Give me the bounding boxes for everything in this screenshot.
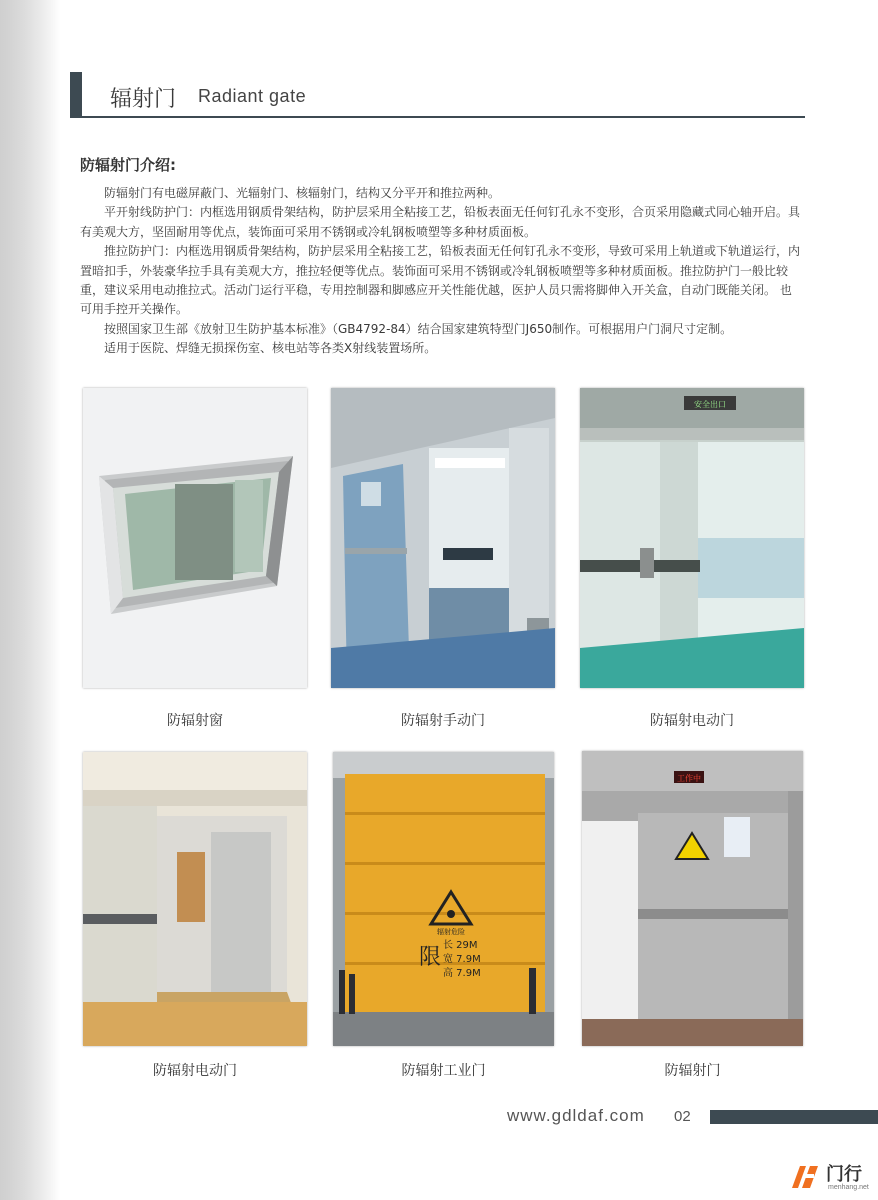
header-rule <box>70 116 805 118</box>
header-title-cn: 辐射门 <box>110 87 177 112</box>
caption-radiation-door: 防辐射门 <box>664 1063 721 1079</box>
footer-accent-bar <box>710 1110 878 1124</box>
intro-text <box>80 184 800 359</box>
industrial-dim-width: 宽 7.9M <box>443 954 481 965</box>
working-sign-text: 工作中 <box>677 774 701 783</box>
footer-url: www.gdldaf.com <box>507 1106 645 1125</box>
intro-paragraph: 防辐射门有电磁屏蔽门、光辐射门、核辐射门，结构又分平开和推拉两种。 <box>104 186 501 200</box>
watermark-name-cn: 门行 <box>826 1164 862 1185</box>
page-header <box>70 72 805 118</box>
industrial-limit-char: 限 <box>419 945 442 970</box>
watermark-name-en: menhang.net <box>828 1184 869 1191</box>
industrial-dim-length: 长 29M <box>443 940 478 951</box>
header-title-en: Radiant gate <box>198 86 307 106</box>
caption-radiation-window: 防辐射窗 <box>167 713 223 729</box>
page-number: 02 <box>674 1108 691 1125</box>
caption-electric-door-2: 防辐射电动门 <box>153 1063 237 1079</box>
photo-industrial-door <box>333 752 554 1046</box>
photo-radiation-door <box>582 751 803 1046</box>
industrial-sign-top: 辐射危险 <box>437 928 465 936</box>
caption-electric-door-1: 防辐射电动门 <box>650 713 734 729</box>
page-spine-shadow <box>0 0 60 1200</box>
photo-electric-door-1 <box>580 388 804 688</box>
section-heading: 防辐射门介绍: <box>80 156 176 174</box>
caption-industrial-door: 防辐射工业门 <box>401 1063 486 1079</box>
intro-paragraph: 平开射线防护门：内框选用钢质骨架结构，防护层采用全粘接工艺，铅板表面无任何钉孔永不变形，合页采用隐藏式同心轴开启。具有美观大方，坚固耐用等优点，装饰面可采用不锈钢或冷轧钢板喷塑等多种材质面板。 <box>80 205 801 239</box>
intro-paragraph: 适用于医院、焊缝无损探伤室、核电站等各类X射线装置场所。 <box>104 341 437 356</box>
intro-paragraph: 推拉防护门：内框选用钢质骨架结构，防护层采用全粘接工艺，铅板表面无任何钉孔永不变形，导致可采用上轨道或下轨道运行，内置暗扣手，外装豪华拉手具有美观大方，推拉轻便等优点。装饰面可采用不锈钢或冷轧钢板喷塑等多种材质面板。推拉防护门一般比较重，建议采用电动推拉式。活动门运行平稳，专用控制器和脚感应开关性能优越，医护人员只需将脚伸入开关盒，自动门既能关闭。 也可用手控开关操作。 <box>80 244 801 317</box>
intro-paragraph: 按照国家卫生部《放射卫生防护基本标准》（GB4792-84）结合国家建筑特型门J650制作。可根据用户门洞尺寸定制。 <box>104 321 733 336</box>
photo-manual-door <box>331 388 555 688</box>
exit-sign-text: 安全出口 <box>694 400 726 409</box>
industrial-dim-height: 高 7.9M <box>443 968 481 979</box>
caption-manual-door: 防辐射手动门 <box>401 713 485 729</box>
photo-radiation-window <box>83 388 307 688</box>
photo-electric-door-2 <box>83 752 307 1046</box>
header-accent-bar <box>70 72 82 116</box>
watermark-logo-icon <box>790 1162 820 1190</box>
